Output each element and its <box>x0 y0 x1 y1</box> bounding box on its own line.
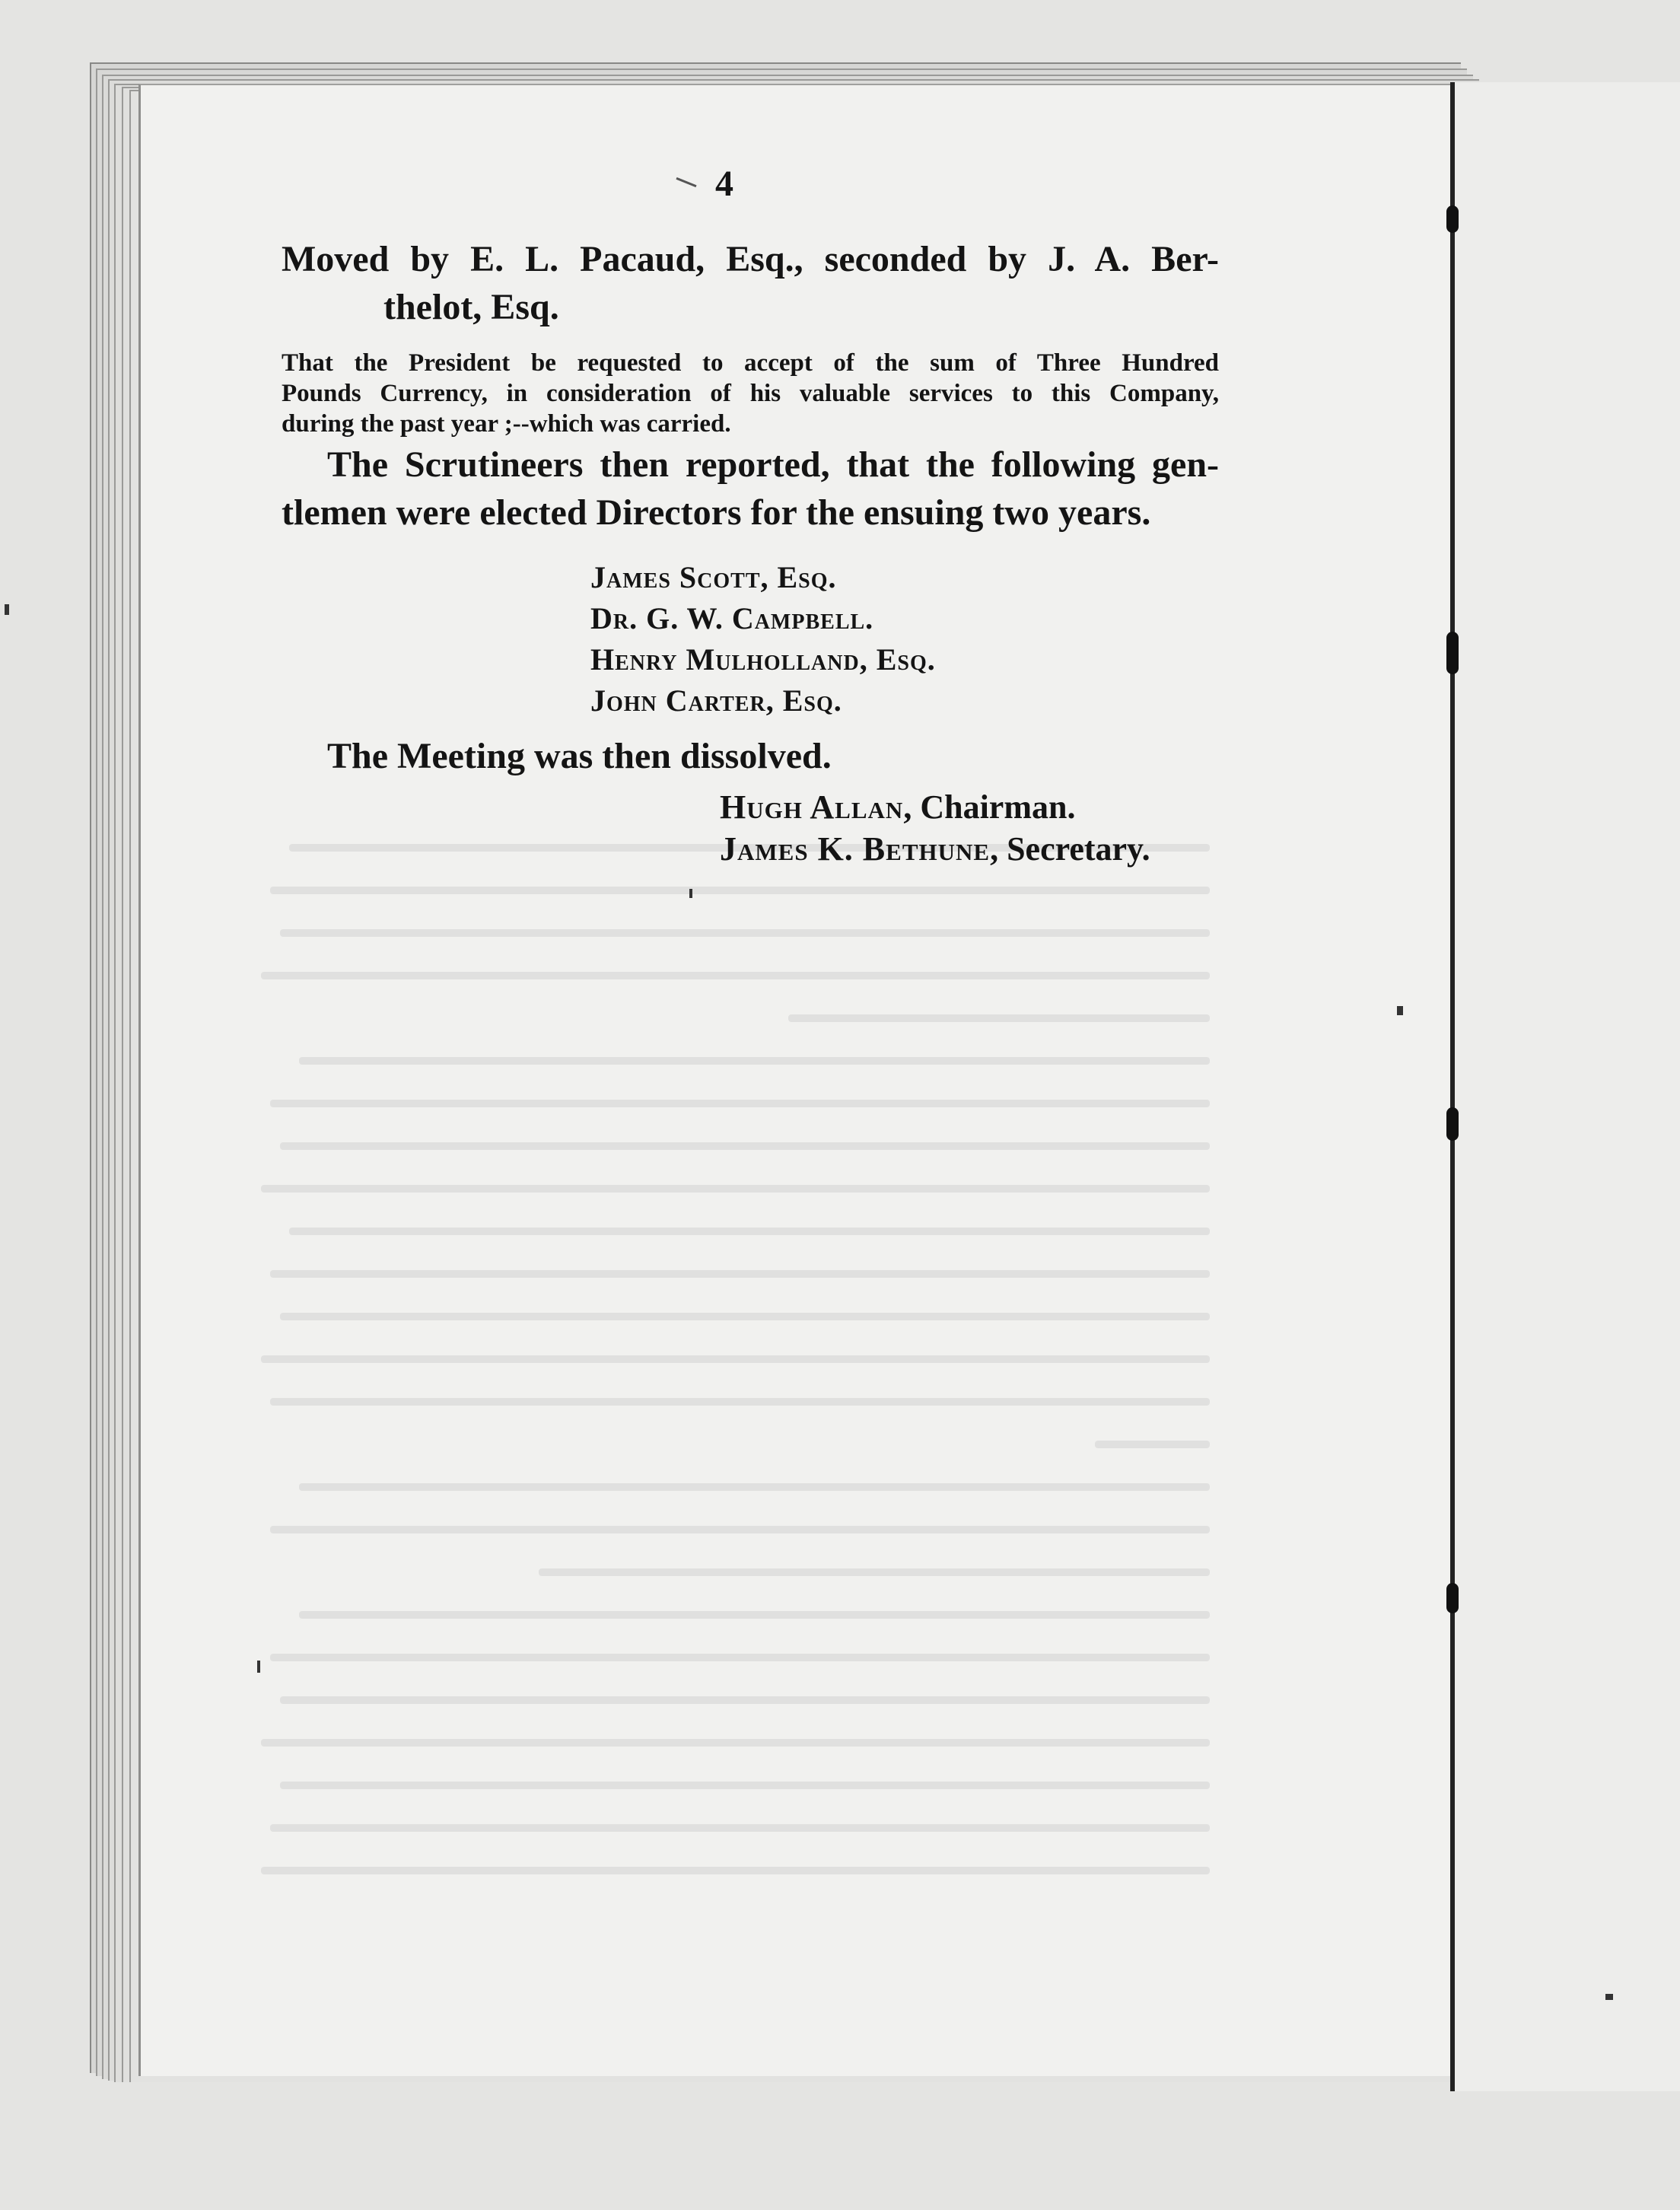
director-name: Henry Mulholland <box>590 642 860 677</box>
signature-secretary <box>720 830 1150 868</box>
director-suffix: , Esq. <box>760 560 837 594</box>
director-suffix: , Esq. <box>765 683 842 718</box>
ink-speck <box>5 604 9 615</box>
director-entry <box>590 642 936 677</box>
signatory-name: Hugh Allan <box>720 788 904 826</box>
binding-mark <box>1446 632 1459 674</box>
signatory-role: , Secretary. <box>990 830 1150 868</box>
binding-mark <box>1446 205 1459 233</box>
director-entry <box>590 559 837 595</box>
signature-chairman <box>720 788 1075 826</box>
director-name: Dr. G. W. Campbell <box>590 601 866 635</box>
director-suffix: . <box>865 601 874 635</box>
resolution-paragraph <box>282 348 1219 439</box>
book-gutter <box>1450 82 1455 2091</box>
director-suffix: , Esq. <box>859 642 936 677</box>
motion-text-line: Moved by E. L. Pacaud, Esq., seconded by J. A. Ber- <box>282 239 1219 279</box>
director-entry <box>590 600 873 636</box>
page-number: 4 <box>715 164 733 204</box>
ink-speck <box>1605 1994 1613 2000</box>
resolution-line: Pounds Currency, in consideration of his valuable services to this Company, <box>282 380 1219 407</box>
facing-page <box>1455 82 1680 2091</box>
meeting-dissolved-text: The Meeting was then dissolved. <box>327 736 832 776</box>
director-name: James Scott <box>590 560 761 594</box>
ink-speck <box>257 1661 260 1673</box>
director-entry <box>590 683 842 718</box>
ink-speck <box>689 889 692 898</box>
director-name: John Carter <box>590 683 766 718</box>
ink-speck <box>1397 1006 1403 1015</box>
report-text-line: tlemen were elected Directors for the ensuing two years. <box>282 492 1151 533</box>
resolution-line: during the past year ;--which was carried. <box>282 410 731 438</box>
binding-mark <box>1446 1107 1459 1141</box>
report-text-line: The Scrutineers then reported, that the following gen- <box>327 444 1219 485</box>
binding-mark <box>1446 1583 1459 1613</box>
signatory-role: , Chairman. <box>903 788 1076 826</box>
resolution-line: That the President be requested to accept of the sum of Three Hundred <box>282 349 1219 377</box>
signatory-name: James K. Bethune <box>720 830 991 868</box>
motion-text-line: thelot, Esq. <box>383 287 559 327</box>
